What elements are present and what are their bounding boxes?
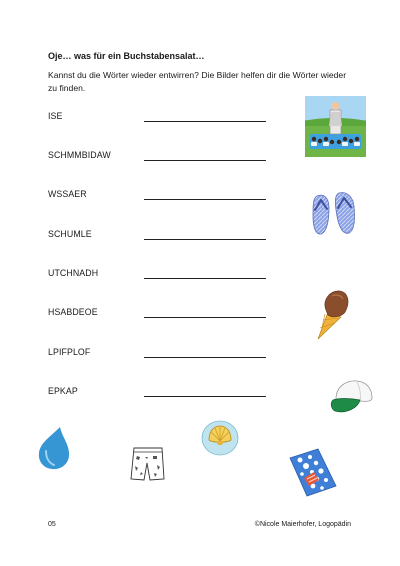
answer-line bbox=[144, 239, 266, 240]
flip-flops-icon bbox=[310, 192, 360, 237]
answer-line bbox=[144, 278, 266, 279]
answer-line bbox=[144, 317, 266, 318]
answer-line bbox=[144, 396, 266, 397]
word-row bbox=[48, 268, 278, 282]
scrambled-word: UTCHNADH bbox=[48, 268, 99, 278]
word-row bbox=[48, 386, 278, 400]
swim-shorts-icon bbox=[129, 446, 166, 482]
cap-icon bbox=[330, 379, 375, 415]
swimming-pool-icon bbox=[305, 96, 366, 157]
answer-line bbox=[144, 160, 266, 161]
worksheet-title: Oje… was für ein Buchstabensalat… bbox=[48, 51, 205, 61]
scrambled-word: WSSAER bbox=[48, 189, 87, 199]
seashell-icon bbox=[200, 419, 240, 457]
word-row bbox=[48, 347, 278, 361]
answer-line bbox=[144, 121, 266, 122]
word-row bbox=[48, 189, 278, 203]
scrambled-word: LPIFPLOF bbox=[48, 347, 91, 357]
word-row bbox=[48, 150, 278, 164]
ice-cream-cone-icon bbox=[314, 288, 350, 340]
beach-towel-icon bbox=[288, 448, 338, 498]
word-row bbox=[48, 229, 278, 243]
answer-line bbox=[144, 199, 266, 200]
word-row bbox=[48, 307, 278, 321]
word-row bbox=[48, 111, 278, 125]
scrambled-word: HSABDEOE bbox=[48, 307, 98, 317]
scrambled-word: EPKAP bbox=[48, 386, 78, 396]
copyright-credit: ©Nicole Maierhofer, Logopädin bbox=[254, 521, 351, 528]
scrambled-word: SCHUMLE bbox=[48, 229, 92, 239]
page-number: 05 bbox=[48, 521, 56, 528]
scrambled-word: ISE bbox=[48, 111, 63, 121]
answer-line bbox=[144, 357, 266, 358]
scrambled-word: SCHMMBIDAW bbox=[48, 150, 111, 160]
water-drop-icon bbox=[36, 425, 72, 471]
worksheet-instructions: Kannst du die Wörter wieder entwirren? Die Bilder helfen dir die Wörter wieder zu finden. bbox=[48, 70, 347, 93]
